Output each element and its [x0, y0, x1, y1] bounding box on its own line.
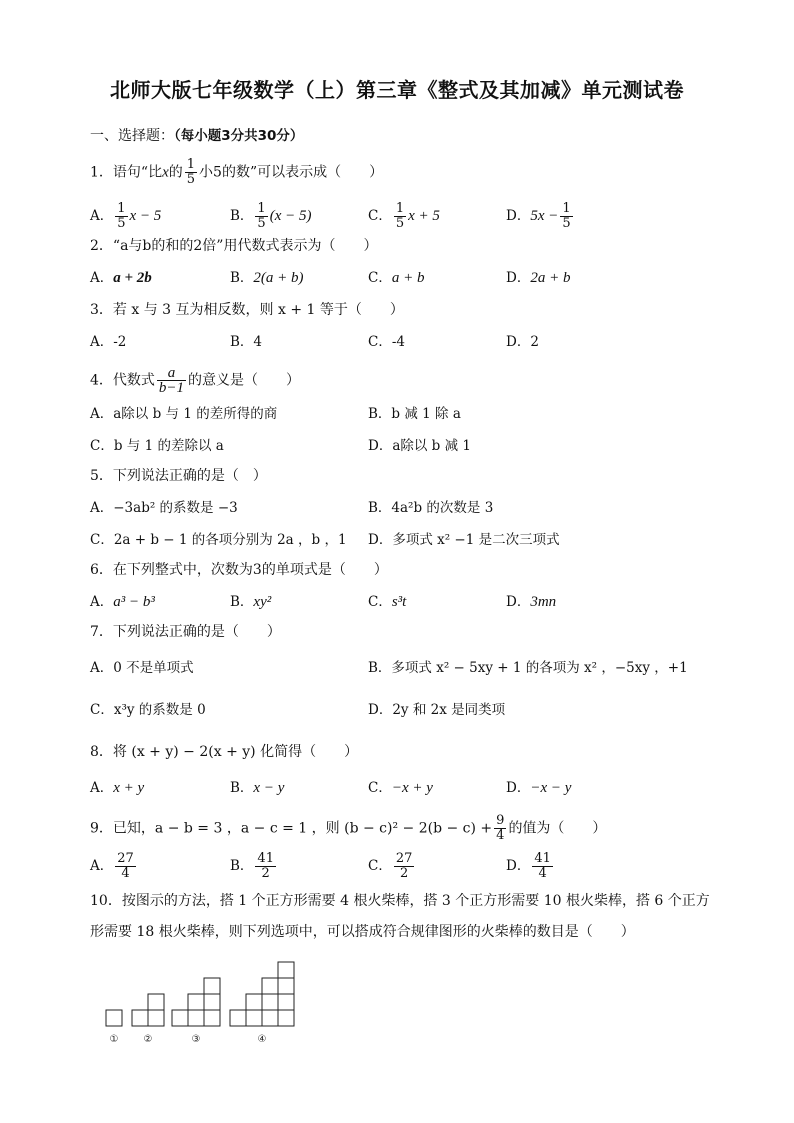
option-a[interactable]: [90, 202, 161, 231]
option-label: B．: [230, 334, 254, 350]
question-text: 下列说法正确的是（ ）: [112, 624, 281, 640]
option-d[interactable]: [368, 436, 471, 456]
option-label: D．: [368, 438, 393, 454]
option-expr: x − 5: [129, 208, 162, 224]
option-expr: a³ − b³: [113, 594, 155, 610]
figure-2-squares: [132, 994, 164, 1026]
section-heading: [90, 124, 303, 145]
option-a[interactable]: [90, 498, 238, 518]
question-text: 小5的数”可以表示成（ ）: [199, 164, 384, 181]
frac-num: 27: [395, 851, 413, 866]
option-d[interactable]: [506, 592, 556, 612]
option-expr: s³t: [391, 594, 407, 610]
option-text: 4a²b 的次数是 3: [391, 500, 494, 516]
option-b[interactable]: [230, 332, 262, 352]
figure-3-squares: [172, 978, 220, 1026]
frac-den: 5: [186, 172, 196, 187]
question-number: 3．: [90, 302, 113, 318]
question-number: 4．: [90, 372, 113, 389]
option-label: C．: [368, 594, 392, 610]
option-text: b 与 1 的差除以 a: [113, 438, 224, 454]
figure-1-squares: [106, 1010, 122, 1026]
frac-num: 1: [117, 201, 126, 216]
question-text: 按图示的方法，搭 1 个正方形需要 4 根火柴棒，搭 3 个正方形需要 10 根火柴棒，搭 6 个正方形需要 18 根火柴棒，则下列选项中，可以搭成符合规律图形的火柴棒的数目是（ ）: [90, 893, 710, 940]
option-label: C．: [368, 208, 392, 224]
math-var: x: [162, 164, 169, 181]
frac-num: 1: [395, 201, 405, 216]
option-text: x³y 的系数是 0: [113, 702, 206, 718]
frac-den: b−1: [158, 380, 185, 396]
frac-num: 1: [186, 157, 196, 172]
question-text: 的: [168, 164, 183, 181]
option-text: 2y 和 2x 是同类项: [392, 702, 506, 718]
option-b[interactable]: [230, 778, 284, 798]
option-d[interactable]: [506, 268, 570, 288]
fraction: [560, 202, 572, 231]
option-label: A．: [90, 334, 114, 350]
option-a[interactable]: [90, 658, 194, 678]
question-9: [90, 814, 606, 843]
option-b[interactable]: [368, 404, 461, 424]
question-2: [90, 236, 377, 256]
frac-num: a: [157, 366, 186, 381]
option-expr: x + 5: [408, 208, 440, 224]
frac-num: 27: [117, 851, 134, 866]
option-d[interactable]: [506, 202, 575, 231]
frac-den: 4: [121, 866, 130, 881]
option-label: A．: [90, 594, 114, 610]
question-8: [90, 742, 358, 762]
figure-label-4: ④: [257, 1034, 267, 1045]
option-c[interactable]: [368, 332, 405, 352]
option-expr: -2: [113, 334, 127, 350]
option-label: D．: [506, 780, 531, 796]
question-number: 8．: [90, 744, 113, 760]
option-expr: a + b: [391, 270, 425, 286]
fraction: [494, 814, 506, 843]
option-expr: 3mn: [530, 594, 557, 610]
option-expr: 5x −: [530, 208, 559, 224]
option-expr: a + 2b: [113, 270, 152, 286]
option-label: A．: [90, 660, 114, 676]
option-label: A．: [90, 858, 114, 874]
question-text: 若 x 与 3 互为相反数，则 x + 1 等于（ ）: [112, 302, 404, 318]
question-number: 1．: [90, 164, 113, 181]
fraction: [255, 852, 276, 881]
question-text: 在下列整式中，次数为3的单项式是（ ）: [112, 562, 388, 578]
option-label: D．: [506, 270, 531, 286]
question-text: “a与b的和的2倍”用代数式表示为（ ）: [112, 238, 378, 254]
option-expr: xy²: [253, 594, 272, 610]
option-text: 多项式 x² −1 是二次三项式: [392, 532, 560, 548]
option-expr: 2: [530, 334, 539, 350]
page-title: 北师大版七年级数学（上）第三章《整式及其加减》单元测试卷: [110, 78, 684, 102]
option-label: D．: [368, 702, 393, 718]
option-label: D．: [506, 858, 531, 874]
option-a[interactable]: [90, 332, 126, 352]
option-expr: (x − 5): [269, 208, 312, 224]
option-text: 0 不是单项式: [113, 660, 194, 676]
option-label: C．: [90, 532, 114, 548]
option-expr: -4: [391, 334, 405, 350]
option-label: A．: [90, 406, 114, 422]
option-label: D．: [506, 208, 531, 224]
option-label: B．: [368, 500, 392, 516]
option-expr: 2(a + b): [253, 270, 304, 286]
fraction: [115, 852, 136, 881]
question-number: 6．: [90, 562, 113, 578]
question-6: [90, 560, 388, 580]
option-expr: 2a + b: [530, 270, 571, 286]
option-a[interactable]: [90, 852, 138, 881]
option-b[interactable]: [368, 658, 688, 678]
section-label: 一、选择题：: [90, 128, 174, 144]
option-label: D．: [506, 334, 531, 350]
fraction: [157, 366, 186, 395]
frac-den: 4: [496, 828, 505, 843]
option-label: A．: [90, 208, 114, 224]
option-expr: −x − y: [530, 780, 572, 796]
option-d[interactable]: [368, 700, 505, 720]
option-label: B．: [230, 780, 254, 796]
frac-num: 1: [562, 201, 571, 216]
frac-num: 41: [534, 851, 551, 866]
fraction: [394, 852, 415, 881]
option-b[interactable]: [230, 268, 304, 288]
option-c[interactable]: [368, 592, 406, 612]
option-label: C．: [368, 270, 392, 286]
question-1: [90, 158, 383, 187]
option-c[interactable]: [90, 700, 206, 720]
frac-den: 5: [562, 216, 571, 231]
frac-den: 5: [257, 216, 266, 231]
option-text: 2a + b − 1 的各项分别为 2a ，b ，1: [113, 532, 347, 548]
option-label: C．: [368, 334, 392, 350]
option-c[interactable]: [90, 530, 347, 550]
option-b[interactable]: [368, 498, 493, 518]
option-text: a除以 b 减 1: [392, 438, 471, 454]
option-label: A．: [90, 780, 114, 796]
option-label: B．: [230, 858, 254, 874]
option-d[interactable]: [506, 852, 555, 881]
option-text: 多项式 x² − 5xy + 1 的各项为 x² ，−5xy ，+1: [391, 660, 688, 676]
question-text: 代数式: [112, 372, 155, 389]
figure-label-3: ③: [191, 1034, 201, 1045]
fraction: [185, 158, 197, 187]
option-text: b 减 1 除 a: [391, 406, 461, 422]
option-c[interactable]: [368, 778, 433, 798]
question-number: 10．: [90, 893, 122, 909]
option-a[interactable]: [90, 592, 155, 612]
frac-den: 5: [395, 216, 405, 231]
question-number: 5．: [90, 468, 113, 484]
question-text: 语句“比: [112, 164, 163, 181]
option-label: B．: [368, 660, 392, 676]
figure-4-squares: [230, 962, 294, 1026]
option-expr: x + y: [113, 780, 145, 796]
option-d[interactable]: [506, 778, 571, 798]
question-7: [90, 622, 281, 642]
matchstick-figure: [98, 958, 308, 1048]
fraction: [394, 202, 406, 231]
question-text: 将 (x + y) − 2(x + y) 化简得（ ）: [112, 744, 359, 760]
fraction: [532, 852, 553, 881]
option-d[interactable]: [368, 530, 560, 550]
option-text: −3ab² 的系数是 −3: [113, 500, 238, 516]
option-c[interactable]: [368, 852, 416, 881]
question-text: 的值为（ ）: [508, 820, 607, 837]
option-expr: −x + y: [391, 780, 433, 796]
option-label: B．: [230, 270, 254, 286]
question-4: [90, 366, 300, 395]
fraction: [115, 202, 127, 231]
option-label: C．: [368, 858, 392, 874]
option-a[interactable]: [90, 778, 144, 798]
frac-den: 4: [538, 866, 547, 881]
option-c[interactable]: [90, 436, 224, 456]
question-text: 已知，a − b = 3 ，a − c = 1 ，则 (b − c)² − 2(b − c) +: [112, 820, 493, 837]
option-label: B．: [230, 594, 254, 610]
option-label: A．: [90, 500, 114, 516]
option-label: D．: [368, 532, 393, 548]
option-label: A．: [90, 270, 114, 286]
frac-num: 41: [257, 851, 274, 866]
option-label: C．: [368, 780, 392, 796]
question-10: [90, 886, 710, 948]
option-expr: x − y: [253, 780, 285, 796]
option-text: a除以 b 与 1 的差所得的商: [113, 406, 278, 422]
option-label: C．: [90, 702, 114, 718]
question-text: 的意义是（ ）: [188, 372, 301, 389]
fraction: [255, 202, 267, 231]
option-label: B．: [230, 208, 254, 224]
frac-num: 9: [496, 813, 505, 828]
question-number: 2．: [90, 238, 113, 254]
figure-label-1: ①: [109, 1034, 119, 1045]
option-a[interactable]: [90, 404, 277, 424]
option-b[interactable]: [230, 592, 271, 612]
option-b[interactable]: [230, 852, 278, 881]
question-text: 下列说法正确的是（ ）: [112, 468, 267, 484]
figure-label-2: ②: [143, 1034, 153, 1045]
option-d[interactable]: [506, 332, 539, 352]
option-label: B．: [368, 406, 392, 422]
frac-num: 1: [257, 201, 266, 216]
section-note: （每小题3分共30分）: [174, 128, 304, 144]
frac-den: 2: [261, 866, 270, 881]
option-label: D．: [506, 594, 531, 610]
option-expr: 4: [253, 334, 263, 350]
question-number: 9．: [90, 820, 113, 837]
option-b[interactable]: [230, 202, 311, 231]
option-a[interactable]: [90, 268, 152, 288]
question-number: 7．: [90, 624, 113, 640]
option-c[interactable]: [368, 202, 440, 231]
frac-den: 5: [117, 216, 126, 231]
frac-den: 2: [399, 866, 409, 881]
question-5: [90, 466, 267, 486]
question-3: [90, 300, 404, 320]
option-label: C．: [90, 438, 114, 454]
option-c[interactable]: [368, 268, 424, 288]
